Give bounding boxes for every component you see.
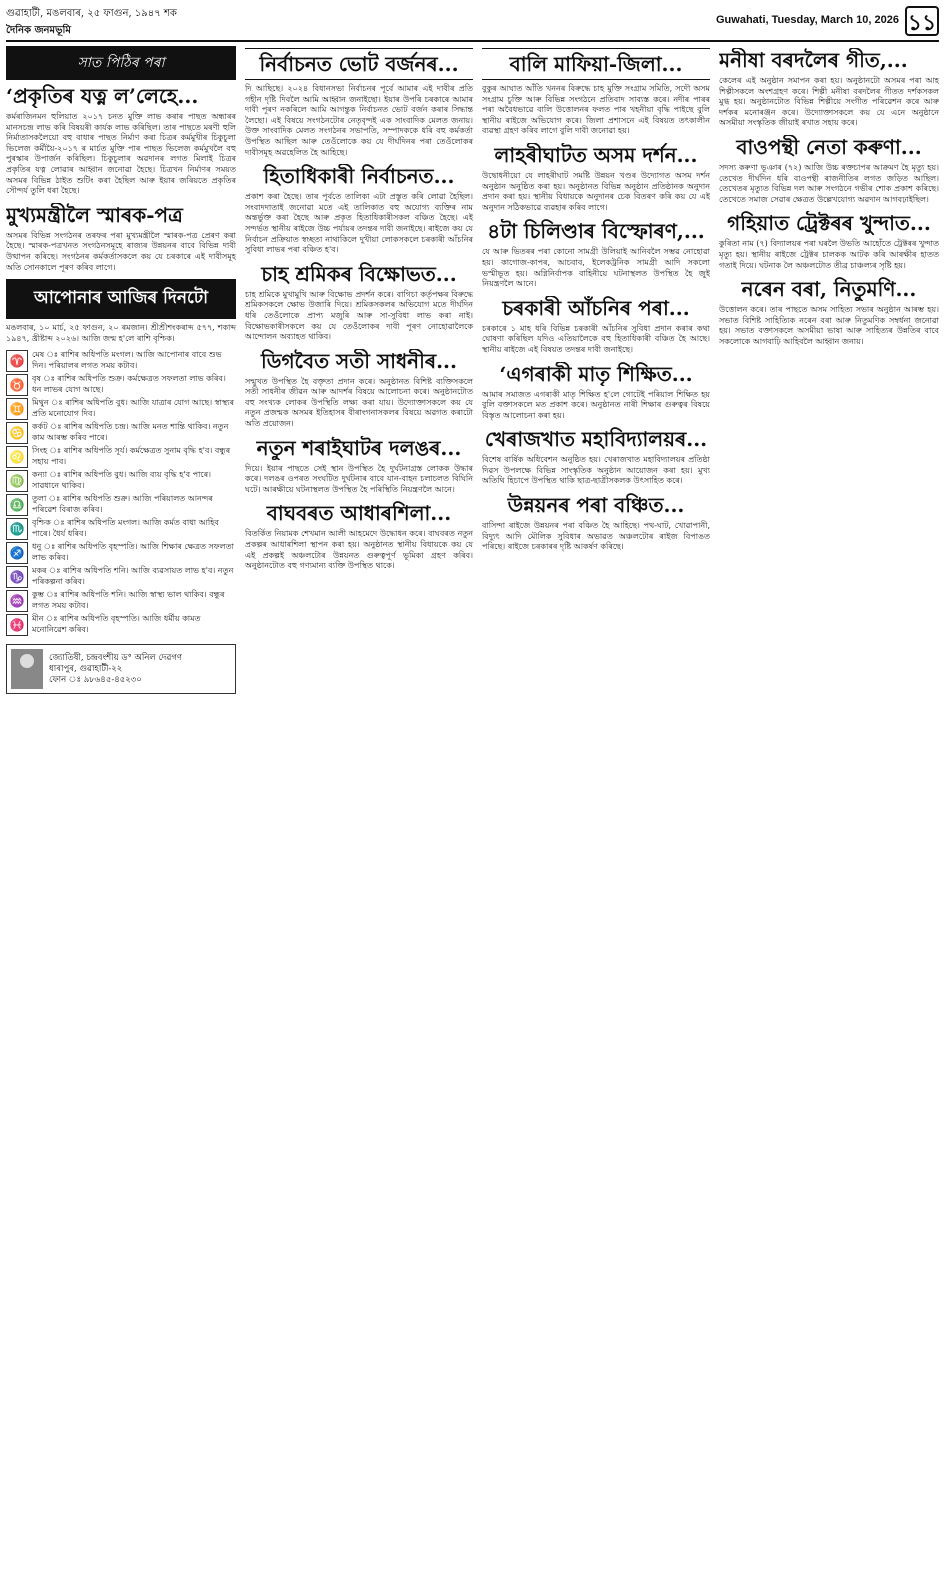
article-headline: বালি মাফিয়া-জিলা... [482, 48, 710, 80]
article-cylinder-blast [482, 219, 710, 289]
zodiac-row-cancer [6, 422, 236, 444]
article-headline: নিৰ্বাচনত ভোট বৰ্জনৰ... [245, 48, 473, 80]
zodiac-row-taurus [6, 374, 236, 396]
zodiac-row-leo [6, 446, 236, 468]
archer-icon: ♐ [6, 542, 28, 564]
article-body: উদ্বোধনীয়ো যে লাহৰীঘাট সমষ্টি উন্নয়ন খণ্ডৰ উদ্যোগত অসম দৰ্শন অনুষ্ঠান অনুষ্ঠিত কৰা হয়। অনুষ্ঠানত বিভিন্ন অনুষ্ঠান প্ৰতিষ্ঠানক অনুদান প্ৰদান কৰা হয়। স্থানীয় বিধায়কে অনুদানৰ চেক বিতৰণ কৰি কয় যে এই অনুদান সঠিকভাৱে ব্যৱহাৰ কৰিব লাগে। [482, 170, 710, 212]
horoscope-intro: মঙলবাৰ, ১০ মাৰ্চ, ২৫ ফাগুন, ২০ ৰমজান। শ্ৰীশ্ৰীশংকৰাব্দ ৫৭৭, শকাব্দ ১৯৪৭, খ্ৰীষ্টাব্দ ২০২৬। আজি জন্ম হ'লে ৰাশি বৃশ্চিক। [6, 323, 236, 343]
article-body: সন্মুখত উপস্থিত হৈ বক্তৃতা প্ৰদান কৰে। অনুষ্ঠানত বিশিষ্ট ব্যক্তিসকলে সতী সাধনীৰ জীৱন আৰু আদৰ্শৰ বিষয়ে আলোচনা কৰে। অনুষ্ঠানটোত বহু সংখ্যক লোকৰ উপস্থিতি লক্ষ্য কৰা যায়। উদ্যোক্তাসকলে কয় যে নতুন প্ৰজন্মক অসমৰ ইতিহাসৰ বীৰাংগনাসকলৰ বিষয়ে অৱগত কৰাটো অতি প্ৰয়োজন। [245, 376, 473, 429]
scorpion-icon: ♏ [6, 518, 28, 540]
column-3 [482, 44, 710, 1565]
zodiac-text: কুম্ভ ঃ ৰাশিৰ অধিপতি শনি। আজি স্বাস্থ্য ভাল থাকিব। বন্ধুৰ লগত সময় কটাব। [32, 590, 225, 610]
article-headline: ‘এগৰাকী মাতৃ শিক্ষিত... [499, 361, 693, 386]
section-band: সাত পিঠিৰ পৰা [6, 46, 236, 80]
article-sand-mafia [482, 48, 710, 137]
article-body: দি আছিছে। ২০২৪ বিধানসভা নিৰ্বাচনৰ পূৰ্বে আমাৰ এই দাবীৰ প্ৰতি গহীন দৃষ্টি দিবলৈ আমি আহ্বান জনাইছো। ইয়াৰ উপৰি চৰকাৰে আমাৰ দাবী পূৰণ নকৰিলে আমি আগন্তুক নিৰ্বাচনত ভোট বৰ্জন কৰাৰ সিদ্ধান্ত লৈছো। এই বিষয়ে সংগঠনটোৰ নেতৃবৃন্দই এক সাংবাদিক মেলত জনায়। উক্ত সাংবাদিক মেলত সংগঠনৰ সভাপতি, সম্পাদককে ধৰি বহু কৰ্মকৰ্তা উপস্থিত আছিল আৰু তেওঁলোকে কয় যে দীৰ্ঘদিনৰ পৰা তেওঁলোকৰ দাবীসমূহ অৱহেলিত হৈ আহিছে। [245, 84, 473, 157]
article-tea-workers [245, 262, 473, 343]
scales-icon: ♎ [6, 494, 28, 516]
zodiac-row-scorpio [6, 518, 236, 540]
horoscope-title: আপোনাৰ আজিৰ দিনটো [6, 279, 236, 319]
astrologer-card [6, 644, 236, 694]
article-body: যে আৰু ভিতৰৰ পৰা কোনো সামগ্ৰী উলিয়াই আনিবলৈ সম্ভৱ নোহোৱা হয়। কাগোজ-কাপৰ, আচবাব, ইলেকট্ৰনিক সামগ্ৰী আদি সকলো ভস্মীভূত হয়। অগ্নিনিৰ্বাপক বাহিনীয়ে ঘটনাস্থলত উপস্থিত হৈ জুই নিয়ন্ত্ৰণলৈ আনে। [482, 247, 710, 289]
newspaper-name: দৈনিক জনমভূমি [6, 25, 71, 36]
header-rule [6, 40, 939, 42]
page-header [6, 6, 939, 39]
header-date-assamese: গুৱাহাটী, মঙলবাৰ, ২৫ ফাগুন, ১৯৪৭ শক [6, 8, 177, 19]
article-body: কেলেৰ এই অনুষ্ঠান সমাপন কৰা হয়। অনুষ্ঠানটো অসমৰ পৰা আহ শিল্পীসকলে অংশগ্ৰহণ কৰে। শিল্পী মনীষা বৰদলৈৰ গীতত দৰ্শকসকল মুগ্ধ হয়। অনুষ্ঠানটোত বিভিন্ন শিল্পীয়ে সংগীত পৰিৱেশন কৰে আৰু দৰ্শকৰ মনোৰঞ্জন কৰে। উদ্যোক্তাসকলে কয় যে এনে অনুষ্ঠানে অসমীয়া সংস্কৃতিক জীয়াই ৰখাত সহায় কৰে। [719, 76, 939, 128]
ram-icon: ♈ [6, 350, 28, 372]
article-body: চাহ শ্ৰমিকে মুখামুখি আৰু বিক্ষোভ প্ৰদৰ্শন কৰে। বাগিচা কৰ্তৃপক্ষৰ বিৰুদ্ধে শ্ৰমিকসকলে ক্ষোভ উজাৰি দিয়ে। শ্ৰমিকসকলৰ অভিযোগ মতে দীৰ্ঘদিন ধৰি তেওঁলোকে প্ৰাপ্য মজুৰি আৰু সা-সুবিধা লাভ কৰা নাই। বিক্ষোভকাৰীসকলে কয় যে তেওঁলোকৰ দাবী পূৰণ নোহোৱালৈকে আন্দোলন অব্যাহত থাকিব। [245, 289, 473, 342]
zodiac-row-libra [6, 494, 236, 516]
twins-icon: ♊ [6, 398, 28, 420]
column-2 [245, 44, 473, 1565]
article-body: বুকুৰ আঘাত আঁতি খননৰ বিৰুদ্ধে চাহ মুক্তি সংগ্ৰাম সমিতি, সদৌ অসম সংগ্ৰাম চুক্তি আৰু বিভিন্ন সংগঠনে প্ৰতিবাদ সাব্যস্ত কৰে। নদীৰ পাৰৰ পৰা অবৈধভাৱে বালি উত্তোলনৰ ফলত পাৰ খহনীয়া বৃদ্ধি পাইছে বুলি স্থানীয় ৰাইজে অভিযোগ কৰে। জিলা প্ৰশাসনে এই বিষয়ত তৎকালীন ব্যৱস্থা গ্ৰহণ কৰিব লাগে বুলি দাবী জনোৱা হয়। [482, 84, 710, 136]
astrologer-phone: ফোন ঃ ৯৮৬৪৫-৪৫২৩০ [49, 674, 142, 685]
zodiac-text: সিংহ ঃ ৰাশিৰ অধিপতি সূৰ্য। কৰ্মক্ষেত্ৰত সুনাম বৃদ্ধি হ'ব। বন্ধুৰ সহায় পাব। [32, 446, 231, 466]
article-saraighat-bridge [245, 436, 473, 496]
article-naren-bora [719, 277, 939, 347]
zodiac-text: মকৰ ঃ ৰাশিৰ অধিপতি শনি। আজি ব্যৱসায়ত লাভ হ'ব। নতুন পৰিকল্পনা কৰিব। [32, 566, 234, 586]
article-body: আমাৰ সমাজত এগৰাকী মাতৃ শিক্ষিত হ'লে গোটেই পৰিয়াল শিক্ষিত হয় বুলি বক্তাসকলে মত প্ৰকাশ কৰে। অনুষ্ঠানত নাৰী শিক্ষাৰ গুৰুত্বৰ বিষয়ে বিস্তৃত আলোচনা কৰা হয়। [482, 389, 710, 420]
article-tractor-accident [719, 211, 939, 271]
article-headline: নৰেন বৰা, নিতুমণি... [741, 277, 917, 302]
article-lahorighat [482, 143, 710, 213]
zodiac-text: বৃষ ঃ ৰাশিৰ অধিপতি শুক্ৰ। কৰ্মক্ষেত্ৰত সফলতা লাভ কৰিব। ধন লাভৰ যোগ আছে। [32, 374, 226, 394]
maiden-icon: ♍ [6, 470, 28, 492]
article-memorandum [6, 203, 236, 273]
water-bearer-icon: ♒ [6, 590, 28, 612]
article-headline: খেৰাজখাত মহাবিদ্যালয়ৰ... [484, 427, 708, 452]
article-headline: নতুন শৰাইঘাটৰ দলঙৰ... [256, 435, 462, 460]
article-body: বিশেষ বাৰ্ষিক অধিবেশন অনুষ্ঠিত হয়। খেৰাজখাত মহাবিদ্যালয়ৰ প্ৰতিষ্ঠা দিৱস উপলক্ষে বিভিন্ন সাংস্কৃতিক অনুষ্ঠান আয়োজন কৰা হয়। মুখ্য অতিথি হিচাপে উপস্থিত থাকি ছাত্ৰ-ছাত্ৰীসকলক উৎসাহিত কৰে। [482, 455, 710, 486]
article-headline: গহিয়াত ট্ৰেক্টৰৰ খুন্দাত... [727, 211, 931, 236]
article-headline: লাহৰীঘাটত অসম দৰ্শন... [494, 142, 698, 167]
article-headline: চৰকাৰী আঁচনিৰ পৰা... [502, 295, 690, 320]
zodiac-text: ধনু ঃ ৰাশিৰ অধিপতি বৃহস্পতি। আজি শিক্ষাৰ ক্ষেত্ৰত সফলতা লাভ কৰিব। [32, 542, 234, 562]
article-headline: চাহ শ্ৰমিকৰ বিক্ষোভত... [261, 261, 457, 286]
column-4 [719, 44, 939, 1565]
article-educated-mother [482, 362, 710, 422]
bull-icon: ♉ [6, 374, 28, 396]
zodiac-text: মিথুন ঃ ৰাশিৰ অধিপতি বুধ। আজি যাত্ৰাৰ যোগ আছে। স্বাস্থ্যৰ প্ৰতি মনোযোগ দিব। [32, 398, 234, 418]
article-foundation-stone [245, 501, 473, 571]
zodiac-row-pisces [6, 614, 236, 636]
article-body: দিয়ে। ইয়াৰ পাছতে সেই স্থান উপস্থিত হৈ দুৰ্ঘটনাগ্ৰস্ত লোকক উদ্ধাৰ কৰে। দলঙৰ ওপৰত সংঘটিত দুৰ্ঘটনাৰ বাবে যান-বাহন চলাচলত বিঘিনি ঘটে। আৰক্ষীয়ে ঘটনাস্থলত উপস্থিত হৈ পৰিস্থিতি নিয়ন্ত্ৰণলৈ আনে। [245, 463, 473, 494]
article-headline: ডিগবৈত সতী সাধনীৰ... [261, 348, 457, 373]
lion-icon: ♌ [6, 446, 28, 468]
zodiac-text: মীন ঃ ৰাশিৰ অধিপতি বৃহস্পতি। আজি ধৰ্মীয় কামত মনোনিৱেশ কৰিব। [32, 614, 201, 634]
zodiac-row-aries [6, 350, 236, 372]
article-headline: ৪টা চিলিণ্ডাৰ বিস্ফোৰণ,... [487, 219, 705, 244]
crab-icon: ♋ [6, 422, 28, 444]
zodiac-row-sagittarius [6, 542, 236, 564]
zodiac-row-virgo [6, 470, 236, 492]
zodiac-row-capricorn [6, 566, 236, 588]
article-manisha-song [719, 48, 939, 129]
astrologer-photo [11, 649, 43, 689]
article-body: উত্তোলন কৰে। তাৰ পাছতে অসম সাহিত্য সভাৰ অনুষ্ঠান আৰম্ভ হয়। সভাত বিশিষ্ট সাহিত্যিক নৰেন বৰা আৰু নিতুমণিক সম্বৰ্ধনা জনোৱা হয়। সভাত বক্তাসকলে অসমীয়া ভাষা আৰু সাহিত্যৰ উন্নতিৰ বাবে সকলোকে আগবাঢ়ি আহিবলৈ আহ্বান জনায়। [719, 305, 939, 346]
article-headline: মুখ্যমন্ত্ৰীলৈ স্মাৰক-পত্ৰ [6, 202, 183, 227]
article-headline: মনীষা বৰদলৈৰ গীত,... [719, 48, 908, 72]
article-vote-boycott [245, 48, 473, 158]
header-date-english: Guwahati, Tuesday, March 10, 2026 [716, 14, 899, 26]
zodiac-text: তুলা ঃ ৰাশিৰ অধিপতি শুক্ৰ। আজি পৰিয়ালত আনন্দৰ পৰিৱেশ বিৰাজ কৰিব। [32, 494, 213, 514]
article-body: কৰ্মৰাজিনমন হুলিয়াত ২০১৭ চনত মুক্তি লাভ কৰাৰ পাছত অন্ধাৰৰ মানসচন্দ্ৰ লাভ কৰি বিষয়ৰী কাৰ্যক লাভ কৰিছিল। তাৰ পাছতে মৰণী হুলি নিৰ্মাতাসকলৈয়ো বহু বাধাৰ পাছত নিৰ্মাণ কৰা চিত্ৰৰ কৰ্মমুখীৰ চিকুচুলা ভিলেজ কৰ্মীয়ৈ-২০১৭ ৰ মাৰ্চত মুক্তি পাৰ পাছত ভিলেজ কৰ্মমুখলৈ বহু পুৰস্কাৰ উপাৰ্জন কৰিছিল। চিকুচুলাৰ অৱদানৰ লগত মিলাই চিত্ৰৰ প্ৰকৃতিৰ যত্ন লোৱাৰ আহ্বান জনোৱা হৈছে। চিত্ৰখন নিৰ্মাণৰ সময়ত অসমৰ বিভিন্ন ঠাইত শুটিং কৰা হৈছিল আৰু ইয়াৰ জৰিয়তে প্ৰকৃতিৰ সৌন্দৰ্য তুলি ধৰা হৈছে। [6, 112, 236, 196]
article-headline: বাঘবৰত আধাৰশিলা... [266, 501, 452, 526]
astrologer-address: ধাৰাপুৰ, গুৱাহাটী-২২ [49, 663, 123, 674]
zodiac-text: মেষ ঃ ৰাশিৰ অধিপতি মংগল। আজি আপোনাৰ বাবে শুভ দিন। পৰিয়ালৰ লগত সময় কটাব। [32, 350, 222, 370]
article-headline: উন্নয়নৰ পৰা বঞ্চিত... [507, 493, 685, 518]
article-headline: ‘প্ৰকৃতিৰ যত্ন ল’লেহে... [6, 84, 199, 108]
article-digboi [245, 349, 473, 430]
zodiac-text: কৰ্কট ঃ ৰাশিৰ অধিপতি চন্দ্ৰ। আজি মনত শান্তি থাকিব। নতুন কাম আৰম্ভ কৰিব পাৰে। [32, 422, 229, 442]
article-leftist-leader [719, 135, 939, 205]
article-body: সদস্য কৰুণা ভূঞাৰ (৭২) আজি উচ্চ ৰক্তচাপৰ আক্ৰমণ হৈ মৃত্যু হয়। তেখেত দীৰ্ঘদিন ধৰি বাওপন্থী ৰাজনীতিৰ লগত জড়িত আছিল। তেখেতৰ মৃত্যুত বিভিন্ন দল আৰু সংগঠনে গভীৰ শোক প্ৰকাশ কৰিছে। তেখেতে সমাজ সেৱাৰ ক্ষেত্ৰত উল্লেখযোগ্য অৱদান আগবঢ়াইছিল। [719, 162, 939, 204]
zodiac-text: বৃশ্চিক ঃ ৰাশিৰ অধিপতি মংগল। আজি কৰ্মত বাধা আহিব পাৰে। ধৈৰ্য ধৰিব। [32, 518, 219, 538]
article-body: প্ৰকাশ কৰা হৈছে। তাৰ পূৰ্বতে তালিকা এটা প্ৰস্তুত কৰি লোৱা হৈছিল। সংবাদদাতাই জনোৱা মতে এই তালিকাত বহু অযোগ্য ব্যক্তিৰ নাম অন্তৰ্ভুক্ত কৰা হৈছে আৰু প্ৰকৃত হিতাধিকাৰীসকল বঞ্চিত হৈছে। এই সন্দৰ্ভত স্থানীয় ৰাইজে উচ্চ পৰ্যায়ৰ তদন্তৰ দাবী জনাইছে। ৰাইজে কয় যে নিৰ্বাচন প্ৰক্ৰিয়াত স্বচ্ছতা নাথাকিলে দুখীয়া লোকসকলে চৰকাৰী আঁচনিৰ সুবিধা লাভৰ পৰা বঞ্চিত হ'ব। [245, 192, 473, 255]
article-kherajkhat-college [482, 427, 710, 487]
article-body: বিতৰ্কিত নিয়ামক শেখমান আলী আহমেদে উদ্ধোধন কৰে। বাঘবৰত নতুন প্ৰকল্পৰ আধাৰশিলা স্থাপন কৰা হয়। অনুষ্ঠানত স্থানীয় বিধায়কে কয় যে এই প্ৰকল্পই অঞ্চলটোৰ উন্নয়নত গুৰুত্বপূৰ্ণ ভূমিকা গ্ৰহণ কৰিব। অনুষ্ঠানটোত বহু গণ্যমান্য ব্যক্তি উপস্থিত থাকে। [245, 529, 473, 571]
goat-icon: ♑ [6, 566, 28, 588]
horoscope-list [6, 350, 236, 636]
page-number: ১১ [905, 6, 939, 36]
column-1 [6, 44, 236, 1565]
astrologer-name: জ্যোতিষী, চন্দ্ৰবংশীয় ড° অনিল দেৱগণ [49, 652, 183, 663]
article-beneficiary [245, 164, 473, 256]
article-govt-scheme [482, 296, 710, 356]
article-body: অসমৰ বিভিন্ন সংগঠনৰ তৰফৰ পৰা মুখ্যমন্ত্ৰীলৈ স্মাৰক-পত্ৰ প্ৰেৰণ কৰা হৈছে। স্মাৰক-পত্ৰখনত সংগঠনসমূহে ৰাজ্যৰ উন্নয়নৰ বাবে বিভিন্ন দাবী উত্থাপন কৰিছে। সংগঠনৰ কৰ্মকৰ্তাসকলে কয় যে চৰকাৰে এই দাবীসমূহ অতি সোনকালে পূৰণ কৰিব লাগে। [6, 230, 236, 272]
article-body: কুৰিতা নাম (৭) বিদ্যালয়ৰ পৰা ঘৰলৈ উভতি আহোঁতে ট্ৰেক্টৰৰ খুন্দাত মৃত্যু হয়। স্থানীয় ৰাইজে ট্ৰেক্টৰ চালকক আটক কৰি আৰক্ষীৰ হাতত গতাই দিয়ে। ঘটনাক লৈ অঞ্চলটোত তীব্ৰ চাঞ্চল্যৰ সৃষ্টি হয়। [719, 239, 939, 270]
article-nature [6, 84, 236, 197]
article-body: বাসিন্দা ৰাইজে উন্নয়নৰ পৰা বঞ্চিত হৈ আহিছে। পথ-ঘাট, খোৱাপানী, বিদ্যুৎ আদি মৌলিক সুবিধাৰ অভাৱত অঞ্চলটোৰ ৰাইজ বিপাঙত পৰিছে। ৰাইজে চৰকাৰৰ দৃষ্টি আকৰ্ষণ কৰিছে। [482, 521, 710, 552]
article-headline: বাওপন্থী নেতা কৰুণা... [736, 134, 922, 159]
zodiac-text: কন্যা ঃ ৰাশিৰ অধিপতি বুধ। আজি ব্যয় বৃদ্ধি হ'ব পাৰে। সাৱধানে থাকিব। [32, 470, 211, 490]
fish-icon: ♓ [6, 614, 28, 636]
article-body: চৰকাৰে ১ মাহ ধৰি বিভিন্ন চৰকাৰী আঁচনিৰ সুবিধা প্ৰদান কৰাৰ কথা ঘোষণা কৰিছিল যদিও এতিয়ালৈকে বহু হিতাধিকাৰী বঞ্চিত হৈ আছে। স্থানীয় ৰাইজে এই বিষয়ত তদন্তৰ দাবী জনাইছে। [482, 323, 710, 354]
zodiac-row-aquarius [6, 590, 236, 612]
article-deprived-development [482, 493, 710, 553]
article-headline: হিতাধিকাৰী নিৰ্বাচনত... [263, 164, 455, 189]
zodiac-row-gemini [6, 398, 236, 420]
